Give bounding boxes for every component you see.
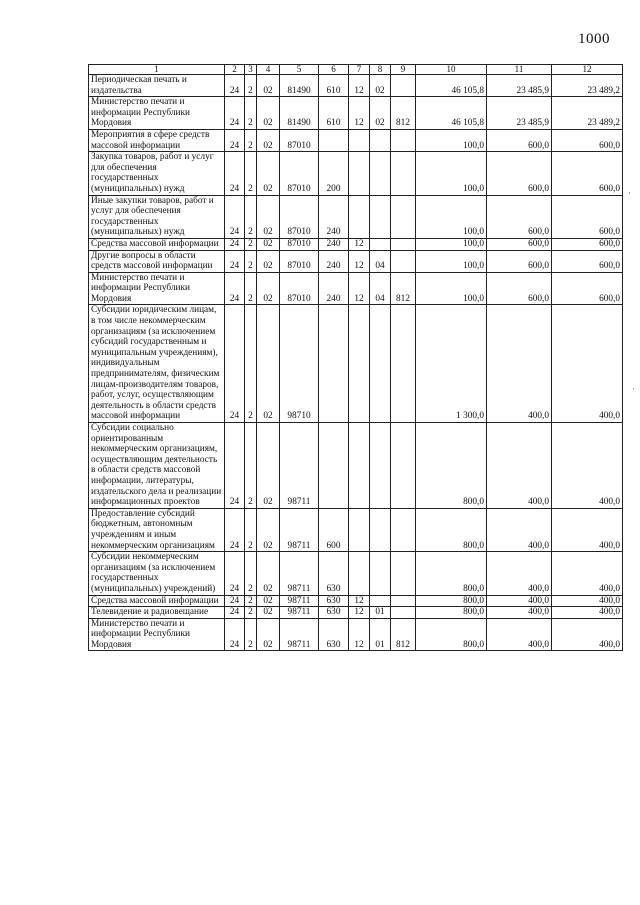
column-header: 2	[225, 65, 245, 75]
table-cell-c3: 2	[245, 552, 257, 595]
table-cell-c9	[391, 595, 416, 607]
table-cell-c11: 600,0	[487, 129, 552, 151]
table-header-row	[89, 65, 623, 75]
table-row	[89, 305, 623, 423]
table-cell-c8	[370, 595, 391, 607]
table-cell-c8: 04	[370, 272, 391, 305]
column-header: 3	[245, 65, 257, 75]
table-cell-c10: 46 105,8	[416, 75, 487, 97]
row-name-cell: Министерство печати и информации Республики Мордовия	[89, 272, 225, 305]
table-cell-c5: 98711	[280, 607, 319, 619]
table-cell-c9	[391, 607, 416, 619]
margin-mark: ·	[628, 188, 631, 198]
row-name-cell: Министерство печати и информации Республики Мордовия	[89, 97, 225, 130]
table-cell-c11: 400,0	[487, 423, 552, 509]
table-cell-c12: 23 489,2	[552, 75, 623, 97]
page-number: 1000	[578, 31, 610, 47]
table-cell-c3: 2	[245, 195, 257, 238]
table-cell-c11: 400,0	[487, 552, 552, 595]
table-cell-c6: 630	[319, 607, 349, 619]
column-header: 11	[487, 65, 552, 75]
table-cell-c9	[391, 250, 416, 272]
table-cell-c9	[391, 552, 416, 595]
row-name-cell: Предоставление субсидий бюджетным, автономным учреждениям и иным некоммерческим организациям	[89, 508, 225, 551]
row-name-cell: Средства массовой информации	[89, 238, 225, 250]
table-cell-c8	[370, 508, 391, 551]
row-name-cell: Периодическая печать и издательства	[89, 75, 225, 97]
table-cell-c11: 23 485,9	[487, 75, 552, 97]
column-header: 5	[280, 65, 319, 75]
table-cell-c3: 2	[245, 238, 257, 250]
table-cell-c3: 2	[245, 75, 257, 97]
row-name-cell: Иные закупки товаров, работ и услуг для обеспечения государственных (муниципальных) нужд	[89, 195, 225, 238]
table-cell-c8	[370, 195, 391, 238]
table-cell-c8: 02	[370, 97, 391, 130]
row-name-cell: Телевидение и радиовещание	[89, 607, 225, 619]
table-cell-c5: 98711	[280, 618, 319, 651]
table-cell-c8: 04	[370, 250, 391, 272]
table-cell-c7: 12	[349, 595, 370, 607]
table-cell-c11: 400,0	[487, 508, 552, 551]
table-cell-c7: 12	[349, 618, 370, 651]
table-cell-c5: 81490	[280, 75, 319, 97]
table-cell-c10: 100,0	[416, 250, 487, 272]
table-cell-c10: 800,0	[416, 508, 487, 551]
table-cell-c12: 400,0	[552, 552, 623, 595]
table-cell-c7: 12	[349, 272, 370, 305]
table-cell-c6	[319, 129, 349, 151]
table-cell-c7: 12	[349, 607, 370, 619]
table-cell-c11: 400,0	[487, 618, 552, 651]
column-header: 8	[370, 65, 391, 75]
table-cell-c3: 2	[245, 607, 257, 619]
table-cell-c12: 400,0	[552, 305, 623, 423]
table-cell-c2: 24	[225, 272, 245, 305]
table-row	[89, 272, 623, 305]
table-cell-c6: 240	[319, 250, 349, 272]
table-cell-c2: 24	[225, 97, 245, 130]
table-cell-c10: 100,0	[416, 272, 487, 305]
table-row	[89, 238, 623, 250]
table-cell-c6: 240	[319, 272, 349, 305]
table-row	[89, 152, 623, 195]
table-cell-c4: 02	[257, 595, 280, 607]
table-cell-c7	[349, 508, 370, 551]
table-cell-c10: 100,0	[416, 152, 487, 195]
row-name-cell: Субсидии социально ориентированным некоммерческим организациям, осуществляющим деятельность в области средств массовой информации, литературы, издательского дела и реализации информационных проектов	[89, 423, 225, 509]
table-cell-c10: 800,0	[416, 607, 487, 619]
table-cell-c3: 2	[245, 272, 257, 305]
table-cell-c9	[391, 423, 416, 509]
table-cell-c2: 24	[225, 129, 245, 151]
table-cell-c9: 812	[391, 618, 416, 651]
table-cell-c4: 02	[257, 195, 280, 238]
table-cell-c3: 2	[245, 152, 257, 195]
table-cell-c12: 600,0	[552, 272, 623, 305]
table-row	[89, 595, 623, 607]
table-cell-c5: 87010	[280, 152, 319, 195]
table-cell-c11: 400,0	[487, 305, 552, 423]
margin-mark: ·	[632, 384, 635, 394]
column-header: 12	[552, 65, 623, 75]
table-cell-c3: 2	[245, 595, 257, 607]
table-cell-c8	[370, 423, 391, 509]
table-cell-c2: 24	[225, 305, 245, 423]
table-cell-c8	[370, 238, 391, 250]
table-row	[89, 508, 623, 551]
table-cell-c12: 600,0	[552, 195, 623, 238]
table-cell-c3: 2	[245, 129, 257, 151]
table-cell-c4: 02	[257, 305, 280, 423]
table-cell-c10: 1 300,0	[416, 305, 487, 423]
table-cell-c3: 2	[245, 618, 257, 651]
table-cell-c2: 24	[225, 75, 245, 97]
table-row	[89, 129, 623, 151]
table-cell-c7	[349, 552, 370, 595]
table-cell-c7	[349, 305, 370, 423]
table-row	[89, 618, 623, 651]
table-cell-c6: 600	[319, 508, 349, 551]
column-header: 10	[416, 65, 487, 75]
table-cell-c12: 600,0	[552, 238, 623, 250]
table-row	[89, 97, 623, 130]
table-cell-c4: 02	[257, 508, 280, 551]
table-cell-c2: 24	[225, 195, 245, 238]
table-cell-c3: 2	[245, 250, 257, 272]
table-cell-c2: 24	[225, 552, 245, 595]
table-cell-c6: 630	[319, 552, 349, 595]
table-cell-c5: 98711	[280, 595, 319, 607]
table-cell-c8: 01	[370, 618, 391, 651]
table-cell-c6	[319, 305, 349, 423]
table-cell-c2: 24	[225, 508, 245, 551]
table-cell-c4: 02	[257, 97, 280, 130]
table-cell-c3: 2	[245, 97, 257, 130]
table-cell-c4: 02	[257, 607, 280, 619]
column-header: 6	[319, 65, 349, 75]
table-cell-c12: 400,0	[552, 423, 623, 509]
table-cell-c10: 100,0	[416, 238, 487, 250]
column-header: 9	[391, 65, 416, 75]
table-cell-c10: 46 105,8	[416, 97, 487, 130]
budget-table	[88, 64, 623, 651]
table-cell-c12: 600,0	[552, 129, 623, 151]
table-cell-c3: 2	[245, 305, 257, 423]
table-cell-c12: 400,0	[552, 607, 623, 619]
row-name-cell: Закупка товаров, работ и услуг для обеспечения государственных (муниципальных) нужд	[89, 152, 225, 195]
table-cell-c4: 02	[257, 250, 280, 272]
table-cell-c8	[370, 129, 391, 151]
table-cell-c2: 24	[225, 250, 245, 272]
table-row	[89, 607, 623, 619]
table-cell-c4: 02	[257, 129, 280, 151]
table-cell-c5: 98711	[280, 552, 319, 595]
table-cell-c6: 200	[319, 152, 349, 195]
column-header: 4	[257, 65, 280, 75]
table-cell-c3: 2	[245, 423, 257, 509]
table-row	[89, 75, 623, 97]
table-cell-c5: 98711	[280, 423, 319, 509]
table-cell-c12: 400,0	[552, 618, 623, 651]
table-cell-c5: 87010	[280, 195, 319, 238]
table-cell-c5: 98711	[280, 508, 319, 551]
table-cell-c6: 240	[319, 238, 349, 250]
table-cell-c9: 812	[391, 272, 416, 305]
table-cell-c11: 600,0	[487, 152, 552, 195]
table-row	[89, 423, 623, 509]
table-cell-c11: 600,0	[487, 272, 552, 305]
table-cell-c6: 610	[319, 75, 349, 97]
table-cell-c9	[391, 195, 416, 238]
table-cell-c7	[349, 152, 370, 195]
table-cell-c4: 02	[257, 152, 280, 195]
table-cell-c5: 87010	[280, 238, 319, 250]
table-cell-c7	[349, 423, 370, 509]
table-cell-c4: 02	[257, 552, 280, 595]
table-cell-c8	[370, 305, 391, 423]
table-cell-c9	[391, 305, 416, 423]
table-cell-c10: 800,0	[416, 595, 487, 607]
table-cell-c8: 02	[370, 75, 391, 97]
table-row	[89, 552, 623, 595]
row-name-cell: Субсидии юридическим лицам, в том числе некоммерческим организациям (за исключением субсидий государственным и муниципальным учреждениям), индивидуальным предпринимателям, физическим лицам-производителям товаров, работ, услуг, осуществляющим деятельность в области средств массовой информации	[89, 305, 225, 423]
table-cell-c12: 600,0	[552, 152, 623, 195]
table-cell-c9	[391, 129, 416, 151]
table-cell-c2: 24	[225, 595, 245, 607]
table-cell-c4: 02	[257, 272, 280, 305]
table-cell-c8	[370, 552, 391, 595]
row-name-cell: Министерство печати и информации Республики Мордовия	[89, 618, 225, 651]
table-row	[89, 250, 623, 272]
column-header: 1	[89, 65, 225, 75]
table-cell-c9	[391, 238, 416, 250]
table-cell-c11: 23 485,9	[487, 97, 552, 130]
table-cell-c9	[391, 152, 416, 195]
table-cell-c11: 400,0	[487, 607, 552, 619]
table-cell-c11: 600,0	[487, 238, 552, 250]
table-cell-c2: 24	[225, 618, 245, 651]
table-cell-c6: 610	[319, 97, 349, 130]
table-cell-c2: 24	[225, 607, 245, 619]
table-cell-c9	[391, 508, 416, 551]
table-cell-c8: 01	[370, 607, 391, 619]
table-cell-c12: 600,0	[552, 250, 623, 272]
table-cell-c11: 400,0	[487, 595, 552, 607]
table-cell-c11: 600,0	[487, 250, 552, 272]
table-cell-c7: 12	[349, 97, 370, 130]
table-cell-c7	[349, 129, 370, 151]
table-cell-c6: 240	[319, 195, 349, 238]
column-header: 7	[349, 65, 370, 75]
table-cell-c5: 98710	[280, 305, 319, 423]
row-name-cell: Другие вопросы в области средств массовой информации	[89, 250, 225, 272]
table-cell-c5: 87010	[280, 250, 319, 272]
table-cell-c5: 87010	[280, 272, 319, 305]
table-cell-c4: 02	[257, 618, 280, 651]
table-cell-c7: 12	[349, 238, 370, 250]
table-cell-c12: 400,0	[552, 508, 623, 551]
table-cell-c12: 23 489,2	[552, 97, 623, 130]
table-cell-c2: 24	[225, 423, 245, 509]
table-cell-c7: 12	[349, 75, 370, 97]
table-cell-c3: 2	[245, 508, 257, 551]
table-cell-c7	[349, 195, 370, 238]
table-cell-c10: 100,0	[416, 129, 487, 151]
table-cell-c5: 81490	[280, 97, 319, 130]
table-cell-c10: 800,0	[416, 423, 487, 509]
table-cell-c11: 600,0	[487, 195, 552, 238]
table-row	[89, 195, 623, 238]
table-cell-c5: 87010	[280, 129, 319, 151]
table-cell-c2: 24	[225, 238, 245, 250]
table-cell-c6	[319, 423, 349, 509]
table-cell-c10: 100,0	[416, 195, 487, 238]
table-cell-c9	[391, 75, 416, 97]
table-cell-c9: 812	[391, 97, 416, 130]
row-name-cell: Мероприятия в сфере средств массовой информации	[89, 129, 225, 151]
table-cell-c4: 02	[257, 75, 280, 97]
table-cell-c4: 02	[257, 423, 280, 509]
table-cell-c6: 630	[319, 595, 349, 607]
table-cell-c12: 400,0	[552, 595, 623, 607]
table-cell-c7: 12	[349, 250, 370, 272]
table-cell-c2: 24	[225, 152, 245, 195]
table-cell-c10: 800,0	[416, 552, 487, 595]
table-cell-c10: 800,0	[416, 618, 487, 651]
table-cell-c4: 02	[257, 238, 280, 250]
row-name-cell: Субсидии некоммерческим организациям (за исключением государственных (муниципальных) учреждений)	[89, 552, 225, 595]
table-cell-c8	[370, 152, 391, 195]
table-cell-c6: 630	[319, 618, 349, 651]
row-name-cell: Средства массовой информации	[89, 595, 225, 607]
